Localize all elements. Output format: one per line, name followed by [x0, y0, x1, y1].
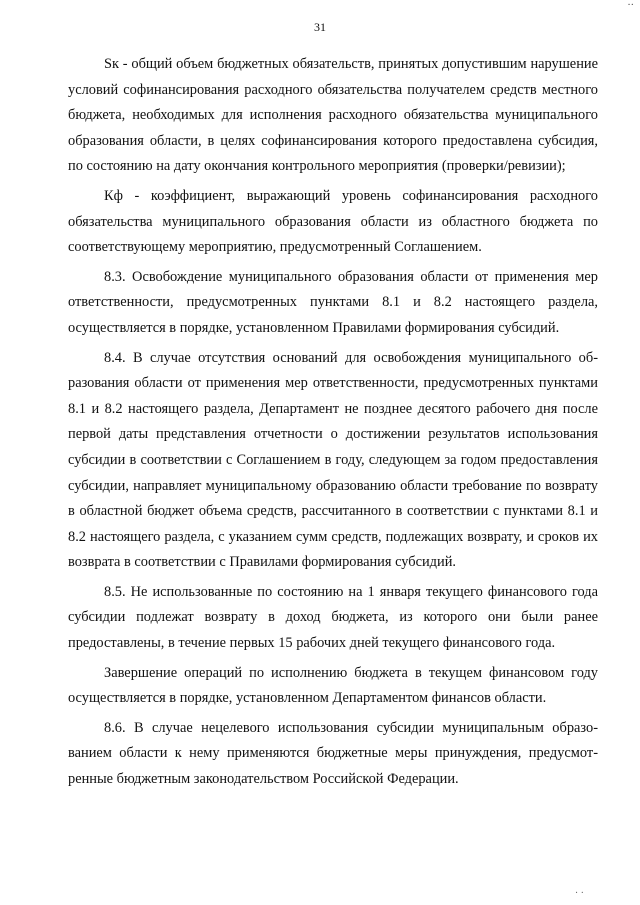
- paragraph-budget-completion: Завершение операций по исполнению бюджета в текущем финансовом году осуществляется в порядке, установленном Департаментом финансов области.: [68, 664, 598, 707]
- document-body: [68, 52, 598, 797]
- paragraph-kf-definition: Кф - коэффициент, выражающий уровень софинансирования расходного обязательства муниципального образования области из областного бюджета по соответствующему мероприятию, предусмотренный Соглашением.: [68, 187, 598, 256]
- corner-mark: ··: [627, 0, 634, 11]
- paragraph-sk-definition: Sк - общий объем бюджетных обязательств, принятых допустившим нарушение условий софинансирования расходного обязательства получателем средств местного бюджета, необходимых для исполнения расходного обязательства муниципального образования области, в целях софинансирования которого предоставлена субсидия, по состоянию на дату окончания контрольного мероприятия (проверки/ревизии);: [68, 56, 598, 175]
- paragraph-8-3: 8.3. Освобождение муниципального образования области от применения мер ответственности, предусмотренных пунктами 8.1 и 8.2 настоящего раздела, осуществляется в порядке, установленном Правилами формирования субсидий.: [68, 268, 598, 336]
- bottom-mark: · ·: [574, 888, 584, 899]
- paragraph-8-4: 8.4. В случае отсутствия оснований для освобождения муниципального образования области от применения мер ответственности, предусмотренных пунктами 8.1 и 8.2 настоящего раздела, Департамент не позднее десятого рабочего дня после первой даты представления отчетности о достижении результатов использования субсидии в соответствии с Соглашением в году, следующем за годом предоставления субсидии, направляет муниципальному образованию области требование по возврату в областной бюджет объема средств, рассчитанного в соответствии с пунктами 8.1 и 8.2 настоящего раздела, с указанием сумм средств, подлежащих возврату, и сроков их возврата в соответствии с Правилами формирования субсидий.: [68, 349, 598, 571]
- paragraph-8-5: 8.5. Не использованные по состоянию на 1 января текущего финансового года субсидии подлежат возврату в доход бюджета, из которого они были ранее предоставлены, в течение первых 15 рабочих дней текущего финансового года.: [68, 583, 598, 652]
- paragraph-8-6: 8.6. В случае нецелевого использования субсидии муниципальным образованием области к нему применяются бюджетные меры принуждения, предусмотренные бюджетным законодательством Российской Федерации.: [68, 719, 598, 788]
- page-number: 31: [314, 20, 326, 34]
